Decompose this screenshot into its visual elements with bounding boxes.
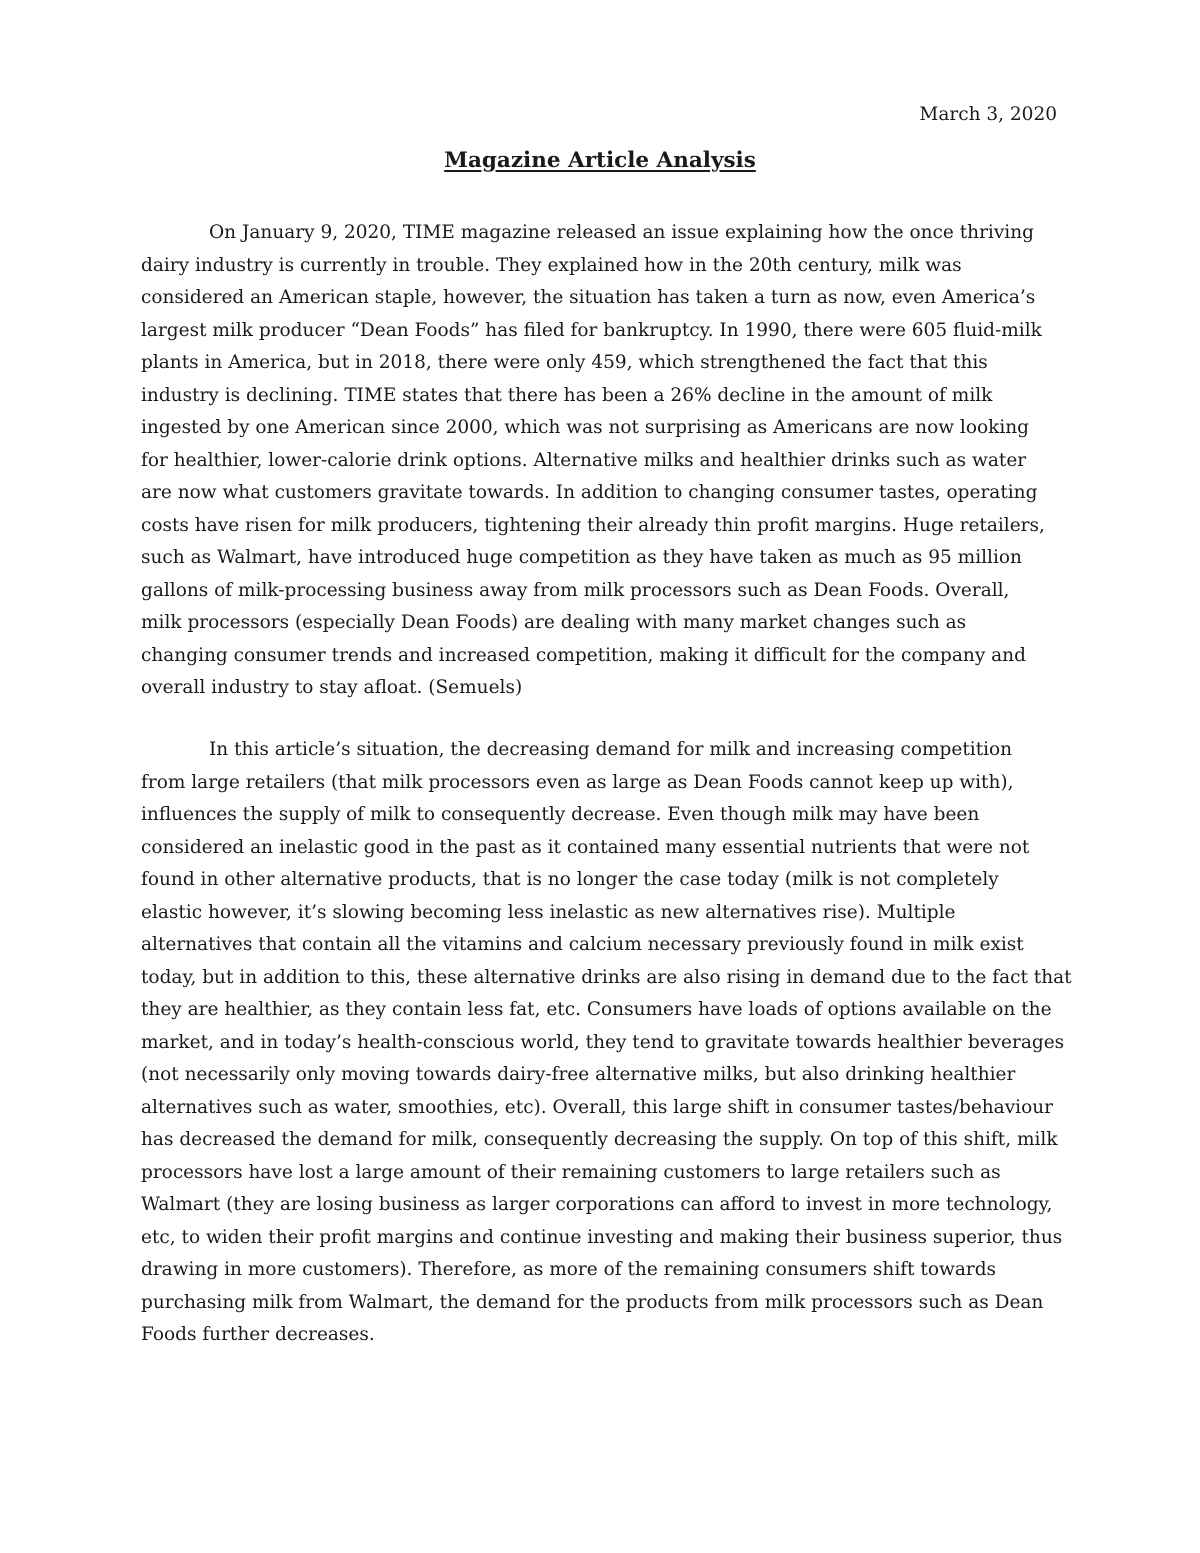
paragraph-line: considered an American staple, however, the situation has taken a turn as now, even America’s [141,287,1036,308]
paragraph-line: costs have risen for milk producers, tightening their already thin profit margins. Huge retailers, [141,514,1045,536]
paragraph-line: Walmart (they are losing business as larger corporations can afford to invest in more technology, [141,1194,1053,1215]
paragraph-line: alternatives that contain all the vitamins and calcium necessary previously found in milk exist [141,934,1024,955]
paragraph-line: ingested by one American since 2000, which was not surprising as Americans are now looking [141,417,1030,438]
paragraph-line: overall industry to stay afloat. (Semuels) [141,677,523,698]
paragraph-line: etc, to widen their profit margins and continue investing and making their business superior, thus [141,1226,1063,1248]
paragraph-line: such as Walmart, have introduced huge competition as they have taken as much as 95 million [141,547,1022,568]
paragraph-line: gallons of milk-processing business away from milk processors such as Dean Foods. Overall, [141,579,1010,601]
paragraph-line: largest milk producer “Dean Foods” has filed for bankruptcy. In 1990, there were 605 fluid-milk [141,319,1042,341]
paragraph-line: milk processors (especially Dean Foods) are dealing with many market changes such as [141,612,967,633]
paragraph-line: they are healthier, as they contain less fat, etc. Consumers have loads of options available on the [141,999,1052,1020]
paragraph-line: influences the supply of milk to consequently decrease. Even though milk may have been [141,804,980,825]
paragraph-line: elastic however, it’s slowing becoming less inelastic as new alternatives rise). Multiple [141,901,956,923]
paragraph-line: Foods further decreases. [141,1324,375,1345]
paragraph-line: dairy industry is currently in trouble. They explained how in the 20th century, milk was [141,254,962,276]
paragraph-line: In this article’s situation, the decreasing demand for milk and increasing competition [209,739,1013,760]
paragraph-line: found in other alternative products, that is no longer the case today (milk is not completely [141,869,999,890]
paragraph-line: On January 9, 2020, TIME magazine released an issue explaining how the once thriving [209,222,1034,243]
paragraph-line: (not necessarily only moving towards dairy-free alternative milks, but also drinking healthier [141,1064,1016,1085]
paragraph-line: for healthier, lower-calorie drink options. Alternative milks and healthier drinks such as water [141,449,1027,471]
paragraph-line: considered an inelastic good in the past as it contained many essential nutrients that were not [141,836,1030,858]
paragraph-2 [141,734,1071,1352]
paragraph-line: from large retailers (that milk processors even as large as Dean Foods cannot keep up with), [141,771,1014,793]
paragraph-line: processors have lost a large amount of their remaining customers to large retailers such as [141,1161,1001,1183]
paragraph-line: industry is declining. TIME states that there has been a 26% decline in the amount of milk [141,384,993,406]
paragraph-line: market, and in today’s health-conscious world, they tend to gravitate towards healthier beverages [141,1031,1065,1053]
paragraph-line: drawing in more customers). Therefore, as more of the remaining consumers shift towards [141,1259,997,1280]
paragraph-line: today, but in addition to this, these alternative drinks are also rising in demand due to the fact that [141,966,1072,988]
paragraph-line: are now what customers gravitate towards. In addition to changing consumer tastes, operating [141,482,1038,503]
paragraph-line: has decreased the demand for milk, consequently decreasing the supply. On top of this shift, milk [141,1129,1058,1150]
paragraph-line: alternatives such as water, smoothies, etc). Overall, this large shift in consumer tastes/behaviour [141,1096,1053,1118]
paragraph-line: plants in America, but in 2018, there were only 459, which strengthened the fact that this [141,352,988,373]
paragraph-line: changing consumer trends and increased competition, making it difficult for the company and [141,644,1026,666]
document-title: Magazine Article Analysis [444,148,756,173]
paragraph-1 [141,217,1071,705]
document-date: March 3, 2020 [919,104,1057,125]
paragraph-line: purchasing milk from Walmart, the demand for the products from milk processors such as Dean [141,1291,1044,1313]
